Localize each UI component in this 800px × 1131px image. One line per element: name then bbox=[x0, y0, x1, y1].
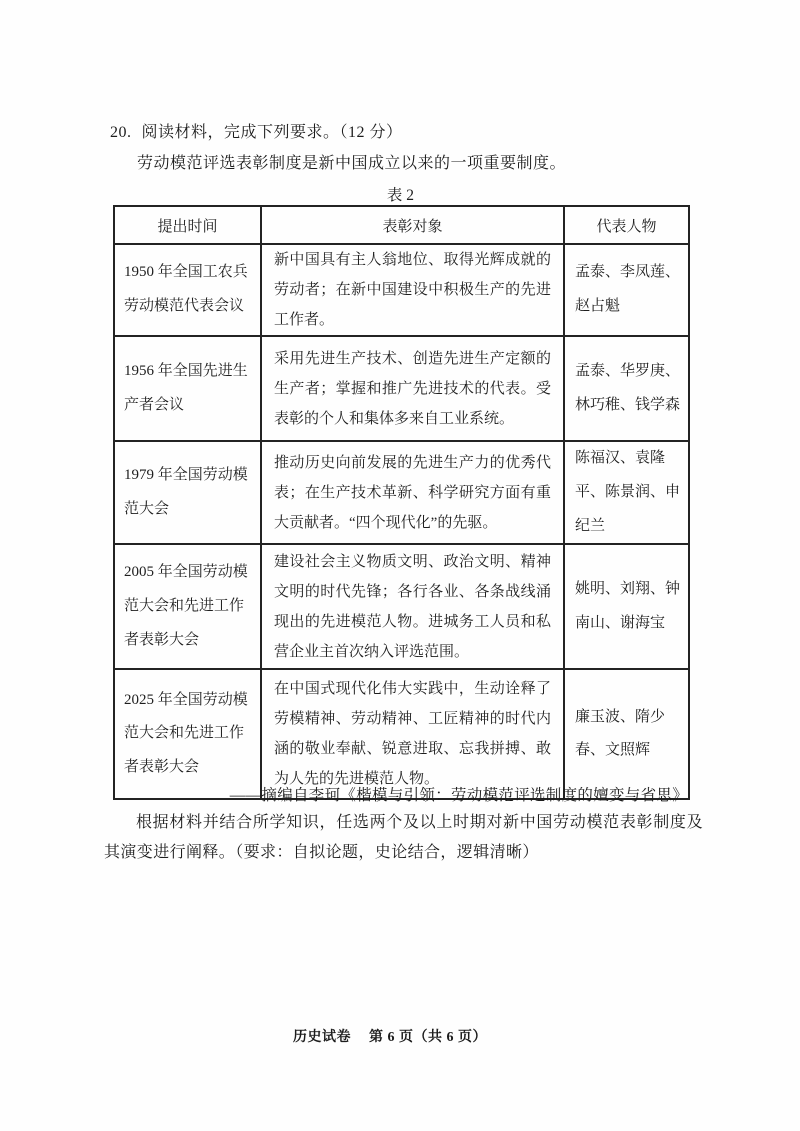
cell-people: 孟泰、华罗庚、林巧稚、钱学森 bbox=[564, 336, 689, 441]
cell-target: 推动历史向前发展的先进生产力的优秀代表；在生产技术革新、科学研究方面有重大贡献者。“四个现代化”的先驱。 bbox=[261, 441, 564, 544]
question-line bbox=[110, 119, 403, 142]
cell-people: 廉玉波、隋少春、文照辉 bbox=[564, 669, 689, 799]
table-row bbox=[114, 244, 689, 336]
task-paragraph: 根据材料并结合所学知识，任选两个及以上时期对新中国劳动模范表彰制度及其演变进行阐释。（要求：自拟论题，史论结合，逻辑清晰） bbox=[104, 814, 703, 861]
cell-target: 采用先进生产技术、创造先进生产定额的生产者；掌握和推广先进技术的代表。受表彰的个人和集体多来自工业系统。 bbox=[261, 336, 564, 441]
cell-people: 陈福汉、袁隆平、陈景润、申纪兰 bbox=[564, 441, 689, 544]
cell-time: 1979 年全国劳动模范大会 bbox=[114, 441, 261, 544]
source-attribution: ——摘编自李珂《楷模与引领：劳动模范评选制度的嬗变与省思》 bbox=[229, 787, 688, 804]
table-row bbox=[114, 544, 689, 669]
model-worker-table bbox=[113, 205, 690, 800]
question-number: 20. bbox=[110, 124, 132, 141]
table-row bbox=[114, 669, 689, 799]
cell-target: 新中国具有主人翁地位、取得光辉成就的劳动者；在新中国建设中积极生产的先进工作者。 bbox=[261, 244, 564, 336]
header-target: 表彰对象 bbox=[261, 206, 564, 244]
table-row bbox=[114, 336, 689, 441]
header-people: 代表人物 bbox=[564, 206, 689, 244]
intro-paragraph: 劳动模范评选表彰制度是新中国成立以来的一项重要制度。 bbox=[137, 155, 567, 172]
page-footer bbox=[0, 1026, 780, 1046]
table-caption: 表 2 bbox=[386, 187, 415, 204]
cell-time: 2025 年全国劳动模范大会和先进工作者表彰大会 bbox=[114, 669, 261, 799]
cell-people: 姚明、刘翔、钟南山、谢海宝 bbox=[564, 544, 689, 669]
table-header-row bbox=[114, 206, 689, 244]
exam-title: 历史试卷 bbox=[293, 1030, 351, 1045]
header-time: 提出时间 bbox=[114, 206, 261, 244]
cell-time: 2005 年全国劳动模范大会和先进工作者表彰大会 bbox=[114, 544, 261, 669]
cell-target: 建设社会主义物质文明、政治文明、精神文明的时代先锋；各行各业、各条战线涌现出的先进模范人物。进城务工人员和私营企业主首次纳入评选范围。 bbox=[261, 544, 564, 669]
cell-time: 1950 年全国工农兵劳动模范代表会议 bbox=[114, 244, 261, 336]
table-row bbox=[114, 441, 689, 544]
cell-time: 1956 年全国先进生产者会议 bbox=[114, 336, 261, 441]
cell-target: 在中国式现代化伟大实践中，生动诠释了劳模精神、劳动精神、工匠精神的时代内涵的敬业奉献、锐意进取、忘我拼搏、敢为人先的先进模范人物。 bbox=[261, 669, 564, 799]
page-number: 第 6 页（共 6 页） bbox=[369, 1030, 487, 1045]
question-text: 阅读材料，完成下列要求。（12 分） bbox=[141, 124, 403, 141]
cell-people: 孟泰、李凤莲、赵占魁 bbox=[564, 244, 689, 336]
